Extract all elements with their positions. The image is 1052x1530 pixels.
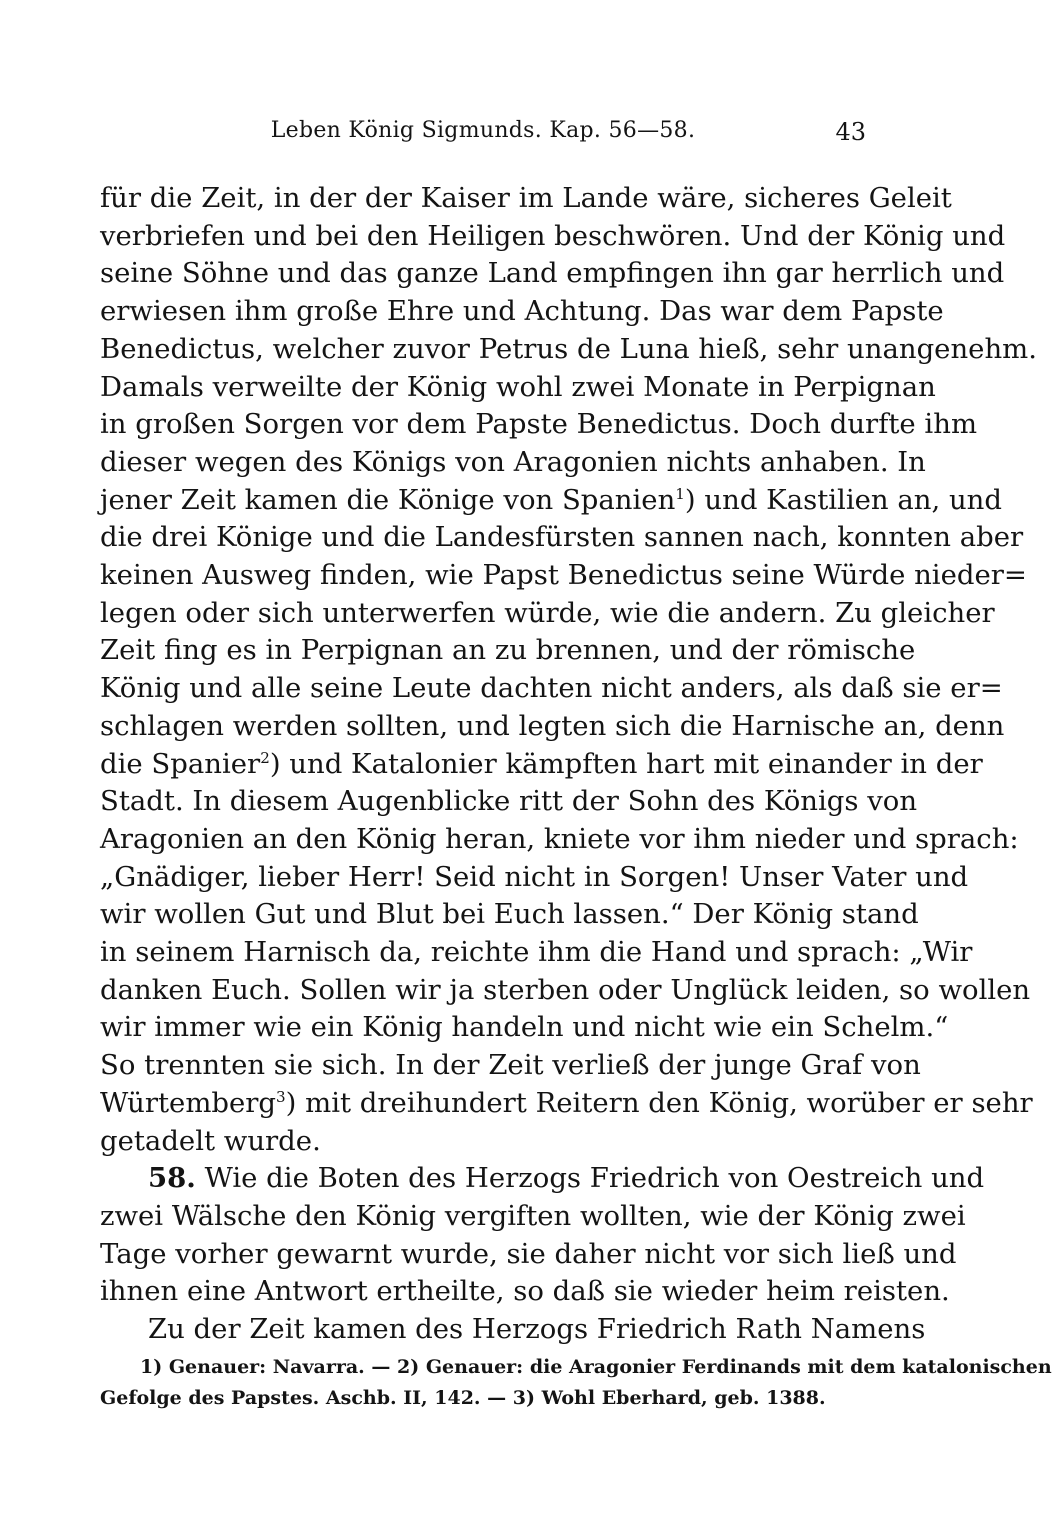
paragraph-opening-line: Zu der Zeit kamen des Herzogs Friedrich Rath Namens	[148, 1313, 926, 1346]
text-line: Benedictus, welcher zuvor Petrus de Luna hieß, sehr unangenehm.	[100, 332, 1037, 365]
text-line: Stadt. In diesem Augenblicke ritt der Sohn des Königs von	[100, 785, 918, 818]
section-heading-line: Tage vorher gewarnt wurde, sie daher nicht vor sich ließ und	[100, 1237, 957, 1270]
text-line: dieser wegen des Königs von Aragonien nichts anhaben. In	[100, 445, 926, 478]
running-head	[100, 118, 866, 152]
text-line: verbriefen und bei den Heiligen beschwören. Und der König und	[100, 219, 1006, 252]
section-heading-line: zwei Wälsche den König vergiften wollten, wie der König zwei	[100, 1199, 966, 1232]
footnotes	[100, 1352, 1052, 1414]
text-line: Damals verweilte der König wohl zwei Monate in Perpignan	[100, 370, 936, 403]
text-line: legen oder sich unterwerfen würde, wie die andern. Zu gleicher	[100, 596, 995, 629]
text-line: erwiesen ihm große Ehre und Achtung. Das war dem Papste	[100, 295, 944, 328]
text-line: „Gnädiger, lieber Herr! Seid nicht in Sorgen! Unser Vater und	[100, 860, 969, 893]
text-line	[100, 1085, 1033, 1123]
text-line	[100, 482, 1002, 520]
text-line: getadelt wurde.	[100, 1124, 321, 1157]
text-line: danken Euch. Sollen wir ja sterben oder Unglück leiden, so wollen	[100, 973, 1031, 1006]
footnote-ref: 3	[276, 1088, 286, 1107]
text-line	[100, 746, 983, 784]
section-heading-text: Wie die Boten des Herzogs Friedrich von Oestreich und	[204, 1162, 985, 1195]
footnote-line: 1) Genauer: Navarra. — 2) Genauer: die Aragonier Ferdinands mit dem katalonischen	[140, 1356, 1052, 1378]
footnote-ref: 1	[675, 484, 685, 503]
page-number: 43	[835, 118, 866, 146]
running-title: Leben König Sigmunds. Kap. 56—58.	[270, 118, 696, 143]
text-line: Zeit fing es in Perpignan an zu brennen, und der römische	[100, 634, 916, 667]
text-segment: jener Zeit kamen die Könige von Spanien	[100, 483, 676, 516]
text-segment: die Spanier	[100, 747, 261, 780]
text-line: König und alle seine Leute dachten nicht anders, als daß sie er=	[100, 672, 1003, 705]
text-line: in seinem Harnisch da, reichte ihm die Hand und sprach: „Wir	[100, 936, 973, 969]
section-heading-line: ihnen eine Antwort ertheilte, so daß sie wieder heim reisten.	[100, 1275, 950, 1308]
text-segment: ) und Katalonier kämpften hart mit einander in der	[269, 747, 983, 780]
text-line: seine Söhne und das ganze Land empfingen ihn gar herrlich und	[100, 257, 1005, 290]
body-text	[100, 180, 1037, 1349]
text-line: wir wollen Gut und Blut bei Euch lassen.“ Der König stand	[100, 898, 919, 931]
text-segment: ) und Kastilien an, und	[684, 483, 1002, 516]
text-line: keinen Ausweg finden, wie Papst Benedictus seine Würde nieder=	[100, 559, 1027, 592]
text-line: wir immer wie ein König handeln und nicht wie ein Schelm.“	[100, 1011, 949, 1044]
text-line: die drei Könige und die Landesfürsten sannen nach, konnten aber	[100, 521, 1024, 554]
text-line: schlagen werden sollten, und legten sich die Harnische an, denn	[100, 709, 1005, 742]
footnote-line: Gefolge des Papstes. Aschb. II, 142. — 3) Wohl Eberhard, geb. 1388.	[100, 1387, 826, 1409]
text-line: So trennten sie sich. In der Zeit verließ der junge Graf von	[100, 1049, 921, 1082]
text-line: in großen Sorgen vor dem Papste Benedictus. Doch durfte ihm	[100, 408, 978, 441]
text-segment: Würtemberg	[100, 1086, 277, 1119]
footnote-ref: 2	[260, 748, 270, 767]
text-segment: ) mit dreihundert Reitern den König, worüber er sehr	[285, 1086, 1033, 1119]
section-number: 58.	[148, 1162, 196, 1195]
section-heading-line	[100, 1160, 985, 1198]
text-line: Aragonien an den König heran, kniete vor ihm nieder und sprach:	[100, 822, 1019, 855]
text-line: für die Zeit, in der der Kaiser im Lande wäre, sicheres Geleit	[100, 182, 952, 214]
